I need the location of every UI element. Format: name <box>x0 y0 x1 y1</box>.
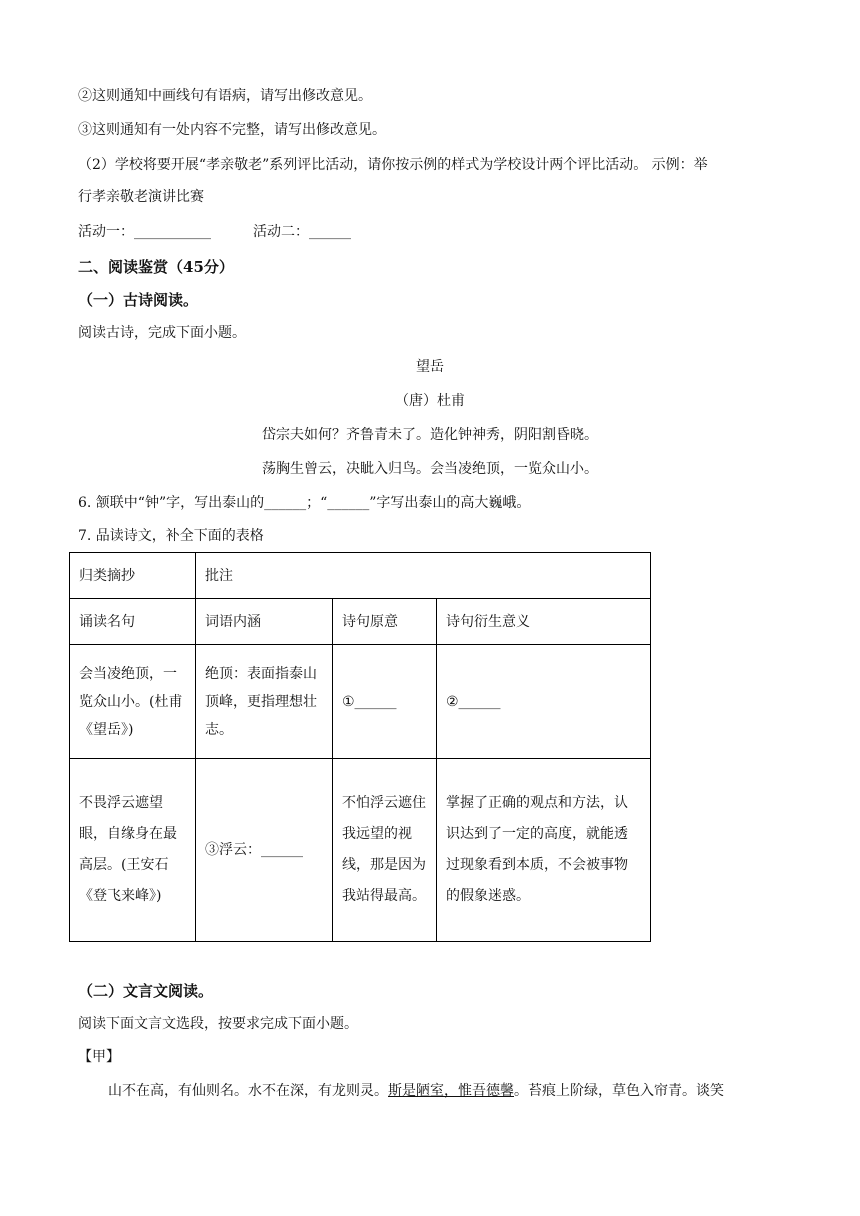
table-col-original-meaning: 诗句原意 <box>333 599 437 645</box>
table-cell-blank-1: ①______ <box>333 645 437 759</box>
subsection-heading-classical: （二）文言文阅读。 <box>78 982 214 1000</box>
activity-question: （2）学校将要开展“孝亲敬老”系列评比活动，请你按示例的样式为学校设计两个评比活动。 示例：举 <box>78 157 708 173</box>
passage-jia-line-1 <box>108 1081 724 1101</box>
table-cell-blank-2: ②______ <box>437 645 651 759</box>
poem-title: 望岳 <box>416 359 444 375</box>
question-6: 6. 颔联中“钟”字，写出泰山的______；“______”字写出泰山的高大巍峨。 <box>78 495 531 511</box>
passage-text: 。苔痕上阶绿，草色入帘青。谈笑 <box>514 1083 724 1099</box>
subsection-heading-poem: （一）古诗阅读。 <box>78 291 199 309</box>
table-cell: 绝顶：表面指泰山顶峰，更指理想壮志。 <box>196 645 333 759</box>
table-cell: 掌握了正确的观点和方法，认识达到了一定的高度，就能透过现象看到本质，不会被事物的假象迷惑。 <box>437 759 651 942</box>
question-sub-3: ③这则通知有一处内容不完整，请写出修改意见。 <box>78 122 386 138</box>
table-col-word-meaning: 词语内涵 <box>196 599 333 645</box>
section-heading-reading: 二、阅读鉴赏（45分） <box>78 258 234 276</box>
table-col-derived-meaning: 诗句衍生意义 <box>437 599 651 645</box>
table-header-annotation: 批注 <box>196 553 651 599</box>
activity-question-cont: 行孝亲敬老演讲比赛 <box>78 189 204 205</box>
activity-two-blank: 活动二：______ <box>253 224 351 240</box>
passage-label-jia: 【甲】 <box>78 1049 120 1065</box>
activity-one-blank: 活动一：___________ <box>78 224 211 240</box>
table-cell: 不畏浮云遮望眼，自缘身在最高层。(王安石《登飞来峰》) <box>70 759 196 942</box>
passage-text: 山不在高，有仙则名。水不在深，有龙则灵。 <box>108 1083 388 1099</box>
table-col-famous-line: 诵读名句 <box>70 599 196 645</box>
table-cell-blank-3: ③浮云：______ <box>196 759 333 942</box>
table-cell: 会当凌绝顶，一览众山小。(杜甫《望岳》) <box>70 645 196 759</box>
annotation-table <box>69 552 651 942</box>
table-header-excerpt: 归类摘抄 <box>70 553 196 599</box>
question-7: 7. 品读诗文，补全下面的表格 <box>78 528 264 544</box>
classical-instruction: 阅读下面文言文选段，按要求完成下面小题。 <box>78 1016 358 1032</box>
table-cell: 不怕浮云遮住我远望的视线，那是因为我站得最高。 <box>333 759 437 942</box>
poem-instruction: 阅读古诗，完成下面小题。 <box>78 325 246 341</box>
poem-line-2: 荡胸生曾云，决眦入归鸟。会当凌绝顶，一览众山小。 <box>262 461 598 477</box>
question-sub-2: ②这则通知中画线句有语病，请写出修改意见。 <box>78 88 372 104</box>
poem-author: （唐）杜甫 <box>395 393 465 409</box>
underlined-sentence: 斯是陋室，惟吾德馨 <box>388 1083 514 1099</box>
poem-line-1: 岱宗夫如何？齐鲁青未了。造化钟神秀，阴阳割昏晓。 <box>262 427 598 443</box>
